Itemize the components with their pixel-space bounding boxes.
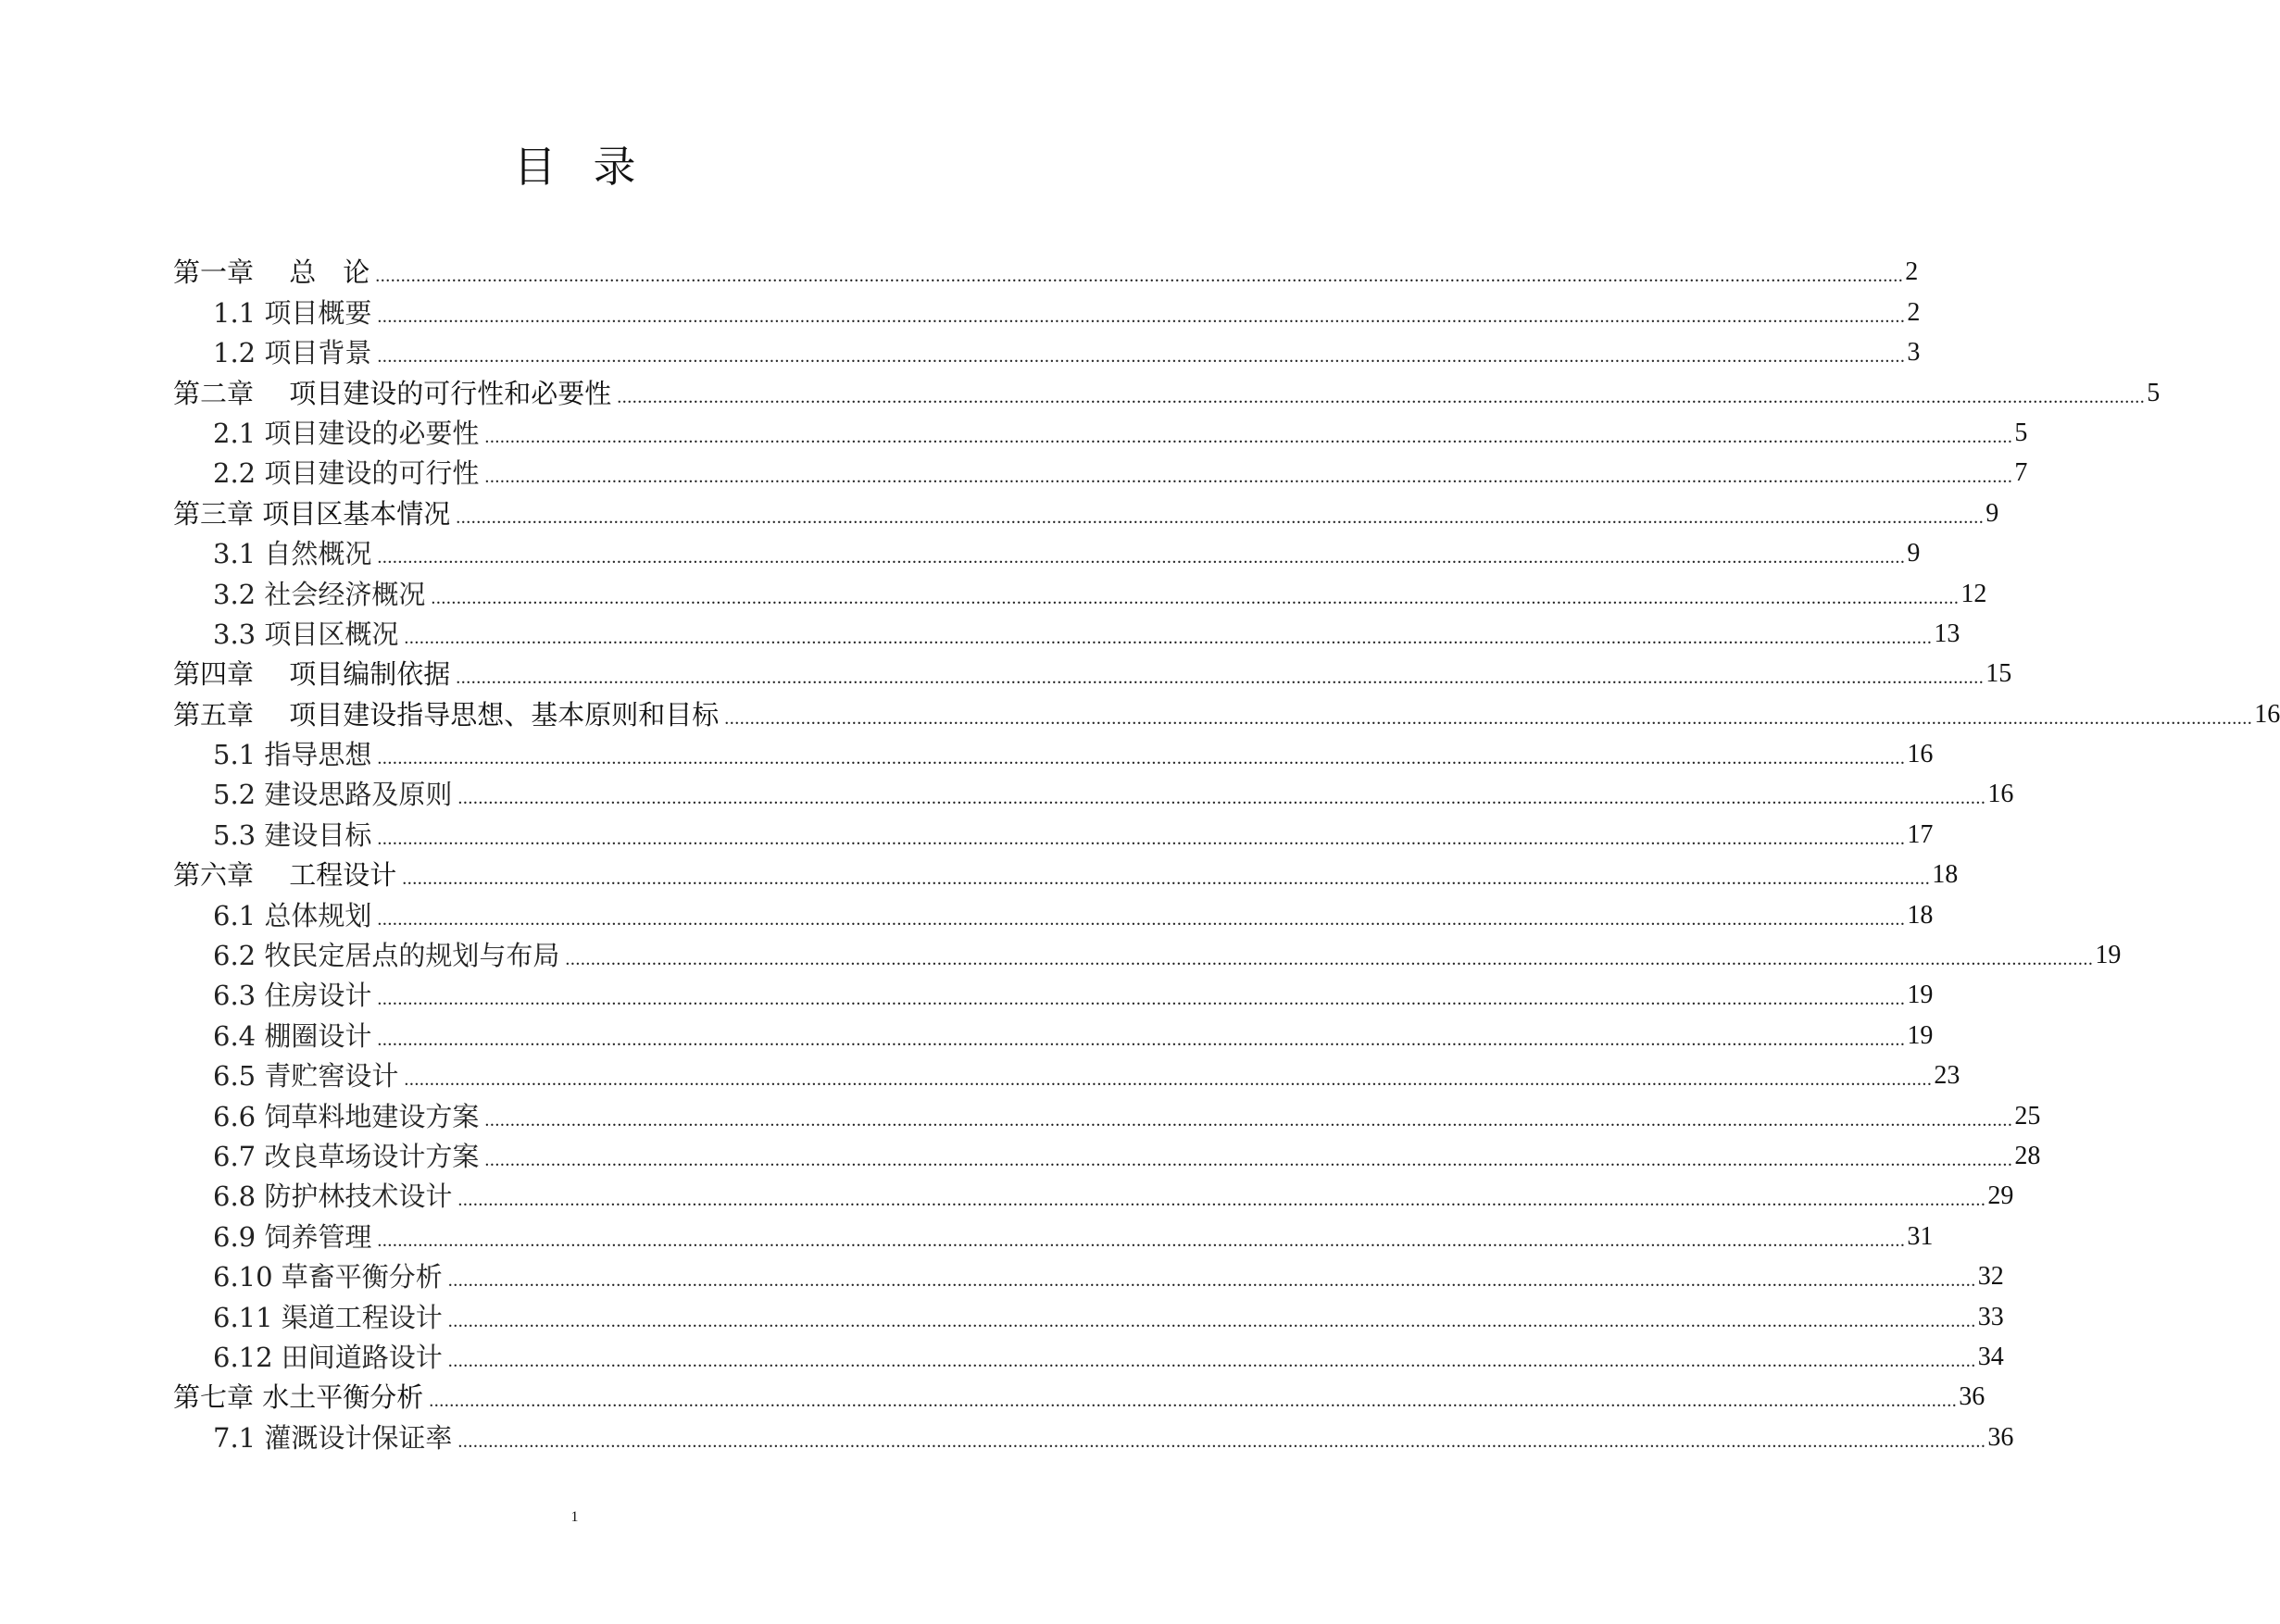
toc-dot-leader: ............................................................................................................................................................................................................................................................................................................ — [375, 266, 1904, 287]
toc-entry-label: 3.2 社会经济概况 — [213, 578, 426, 610]
toc-dot-leader: ............................................................................................................................................................................................................................................................................................................ — [456, 668, 1985, 689]
toc-entry-page-number: 7 — [2014, 458, 2028, 488]
toc-dot-leader: ............................................................................................................................................................................................................................................................................................................ — [377, 1029, 1906, 1050]
toc-section-entry[interactable] — [173, 734, 1934, 774]
table-of-contents — [173, 252, 2280, 1457]
toc-entry-label: 5.2 建设思路及原则 — [213, 779, 453, 811]
toc-dot-leader: ............................................................................................................................................................................................................................................................................................................ — [484, 1149, 2013, 1170]
toc-section-entry[interactable] — [173, 453, 2028, 493]
toc-section-entry[interactable] — [173, 1337, 2004, 1377]
toc-entry-label: 6.11 渠道工程设计 — [213, 1301, 443, 1333]
toc-section-entry[interactable] — [173, 332, 1921, 372]
toc-entry-label: 第七章 水土平衡分析 — [173, 1381, 424, 1414]
toc-chapter-entry[interactable] — [173, 372, 2161, 412]
toc-entry-label: 6.12 田间道路设计 — [213, 1341, 443, 1373]
toc-dot-leader: ............................................................................................................................................................................................................................................................................................................ — [404, 1069, 1933, 1091]
toc-dot-leader: ............................................................................................................................................................................................................................................................................................................ — [484, 426, 2013, 447]
toc-dot-leader: ............................................................................................................................................................................................................................................................................................................ — [429, 1391, 1958, 1412]
toc-entry-page-number: 15 — [1986, 659, 2012, 689]
toc-chapter-entry[interactable] — [173, 855, 1959, 894]
toc-entry-page-number: 3 — [1907, 338, 1921, 368]
toc-section-entry[interactable] — [173, 1256, 2004, 1296]
toc-section-entry[interactable] — [173, 292, 1921, 331]
toc-entry-page-number: 2 — [1907, 297, 1921, 327]
toc-section-entry[interactable] — [173, 1176, 2014, 1216]
toc-entry-page-number: 31 — [1907, 1221, 1934, 1251]
toc-entry-page-number: 17 — [1907, 819, 1934, 849]
toc-entry-page-number: 16 — [1907, 740, 1934, 769]
toc-dot-leader: ............................................................................................................................................................................................................................................................................................................ — [377, 306, 1906, 327]
toc-section-entry[interactable] — [173, 1095, 2041, 1135]
toc-dot-leader: ............................................................................................................................................................................................................................................................................................................ — [377, 1230, 1906, 1251]
toc-entry-label: 第六章 工程设计 — [173, 859, 397, 892]
toc-section-entry[interactable] — [173, 935, 2122, 975]
toc-entry-page-number: 9 — [1986, 498, 1999, 528]
toc-entry-page-number: 19 — [2095, 941, 2122, 970]
page-title: 目录 — [513, 142, 673, 192]
toc-entry-label: 1.1 项目概要 — [213, 296, 372, 329]
toc-entry-label: 6.6 饲草料地建设方案 — [213, 1100, 480, 1132]
toc-entry-label: 3.3 项目区概况 — [213, 618, 399, 650]
toc-entry-page-number: 36 — [1987, 1422, 2014, 1452]
toc-entry-page-number: 2 — [1905, 257, 1919, 287]
toc-entry-page-number: 5 — [2014, 418, 2028, 447]
toc-section-entry[interactable] — [173, 413, 2028, 453]
toc-entry-label: 3.1 自然概况 — [213, 538, 372, 570]
toc-section-entry[interactable] — [173, 1216, 1934, 1255]
toc-entry-page-number: 12 — [1961, 579, 1987, 608]
toc-entry-page-number: 18 — [1932, 860, 1959, 890]
toc-chapter-entry[interactable] — [173, 693, 2280, 733]
toc-dot-leader: ............................................................................................................................................................................................................................................................................................................ — [484, 467, 2013, 488]
toc-entry-page-number: 25 — [2014, 1101, 2041, 1131]
toc-dot-leader: ............................................................................................................................................................................................................................................................................................................ — [402, 868, 1931, 890]
toc-entry-label: 6.2 牧民定居点的规划与布局 — [213, 940, 560, 972]
toc-entry-page-number: 13 — [1934, 618, 1961, 648]
page-footer-number: 1 — [570, 1509, 579, 1525]
toc-chapter-entry[interactable] — [173, 493, 1999, 532]
toc-chapter-entry[interactable] — [173, 252, 1919, 292]
toc-entry-page-number: 19 — [1907, 981, 1934, 1010]
toc-dot-leader: ............................................................................................................................................................................................................................................................................................................ — [377, 748, 1906, 769]
toc-dot-leader: ............................................................................................................................................................................................................................................................................................................ — [404, 627, 1933, 648]
toc-dot-leader: ............................................................................................................................................................................................................................................................................................................ — [457, 1430, 1986, 1452]
toc-chapter-entry[interactable] — [173, 1377, 1986, 1417]
toc-entry-label: 第四章 项目编制依据 — [173, 658, 451, 691]
toc-dot-leader: ............................................................................................................................................................................................................................................................................................................ — [447, 1310, 1976, 1331]
toc-entry-page-number: 28 — [2014, 1141, 2041, 1170]
toc-dot-leader: ............................................................................................................................................................................................................................................................................................................ — [484, 1109, 2013, 1131]
toc-entry-label: 6.10 草畜平衡分析 — [213, 1261, 443, 1293]
toc-section-entry[interactable] — [173, 894, 1934, 934]
toc-entry-page-number: 34 — [1977, 1342, 2004, 1371]
toc-entry-label: 2.2 项目建设的可行性 — [213, 457, 480, 490]
toc-entry-label: 第二章 项目建设的可行性和必要性 — [173, 377, 612, 409]
toc-section-entry[interactable] — [173, 573, 1987, 613]
toc-entry-label: 第五章 项目建设指导思想、基本原则和目标 — [173, 698, 720, 731]
toc-dot-leader: ............................................................................................................................................................................................................................................................................................................ — [431, 587, 1960, 608]
toc-section-entry[interactable] — [173, 774, 2014, 814]
toc-entry-label: 6.3 住房设计 — [213, 980, 372, 1012]
toc-entry-label: 5.1 指导思想 — [213, 739, 372, 771]
toc-section-entry[interactable] — [173, 1136, 2041, 1176]
toc-entry-page-number: 23 — [1934, 1061, 1961, 1091]
toc-section-entry[interactable] — [173, 1015, 1934, 1055]
toc-entry-label: 6.1 总体规划 — [213, 899, 372, 931]
toc-entry-label: 5.3 建设目标 — [213, 818, 372, 851]
toc-dot-leader: ............................................................................................................................................................................................................................................................................................................ — [456, 506, 1985, 528]
toc-entry-label: 1.2 项目背景 — [213, 337, 372, 369]
toc-entry-label: 第一章 总 论 — [173, 256, 370, 289]
toc-section-entry[interactable] — [173, 1417, 2014, 1456]
toc-entry-label: 6.4 棚圈设计 — [213, 1019, 372, 1052]
toc-entry-page-number: 16 — [2254, 699, 2280, 729]
toc-entry-page-number: 33 — [1977, 1302, 2004, 1331]
toc-dot-leader: ............................................................................................................................................................................................................................................................................................................ — [565, 949, 2094, 970]
toc-entry-label: 7.1 灌溉设计保证率 — [213, 1421, 453, 1454]
toc-entry-page-number: 29 — [1987, 1181, 2014, 1211]
toc-dot-leader: ............................................................................................................................................................................................................................................................................................................ — [377, 908, 1906, 930]
toc-dot-leader: ............................................................................................................................................................................................................................................................................................................ — [457, 1190, 1986, 1211]
toc-section-entry[interactable] — [173, 614, 1961, 654]
toc-section-entry[interactable] — [173, 1056, 1961, 1095]
toc-section-entry[interactable] — [173, 533, 1921, 573]
toc-entry-label: 第三章 项目区基本情况 — [173, 497, 451, 530]
toc-dot-leader: ............................................................................................................................................................................................................................................................................................................ — [617, 386, 2146, 407]
toc-dot-leader: ............................................................................................................................................................................................................................................................................................................ — [457, 788, 1986, 809]
toc-chapter-entry[interactable] — [173, 654, 2012, 693]
toc-entry-page-number: 18 — [1907, 900, 1934, 930]
toc-entry-label: 6.8 防护林技术设计 — [213, 1181, 453, 1213]
toc-dot-leader: ............................................................................................................................................................................................................................................................................................................ — [377, 989, 1906, 1010]
toc-entry-page-number: 19 — [1907, 1020, 1934, 1050]
toc-dot-leader: ............................................................................................................................................................................................................................................................................................................ — [447, 1270, 1976, 1292]
toc-entry-page-number: 9 — [1907, 539, 1921, 568]
toc-entry-page-number: 5 — [2147, 378, 2161, 407]
toc-entry-label: 6.7 改良草场设计方案 — [213, 1140, 480, 1172]
toc-dot-leader: ............................................................................................................................................................................................................................................................................................................ — [724, 707, 2253, 729]
toc-dot-leader: ............................................................................................................................................................................................................................................................................................................ — [377, 346, 1906, 368]
toc-dot-leader: ............................................................................................................................................................................................................................................................................................................ — [377, 828, 1906, 849]
toc-entry-page-number: 16 — [1987, 780, 2014, 809]
toc-entry-label: 2.1 项目建设的必要性 — [213, 417, 480, 449]
toc-entry-page-number: 36 — [1959, 1382, 1986, 1412]
toc-dot-leader: ............................................................................................................................................................................................................................................................................................................ — [377, 547, 1906, 568]
toc-dot-leader: ............................................................................................................................................................................................................................................................................................................ — [447, 1350, 1976, 1371]
toc-section-entry[interactable] — [173, 975, 1934, 1015]
toc-entry-label: 6.9 饲养管理 — [213, 1220, 372, 1253]
toc-entry-label: 6.5 青贮窖设计 — [213, 1060, 399, 1093]
toc-section-entry[interactable] — [173, 1296, 2004, 1336]
toc-entry-page-number: 32 — [1977, 1262, 2004, 1292]
toc-section-entry[interactable] — [173, 814, 1934, 854]
